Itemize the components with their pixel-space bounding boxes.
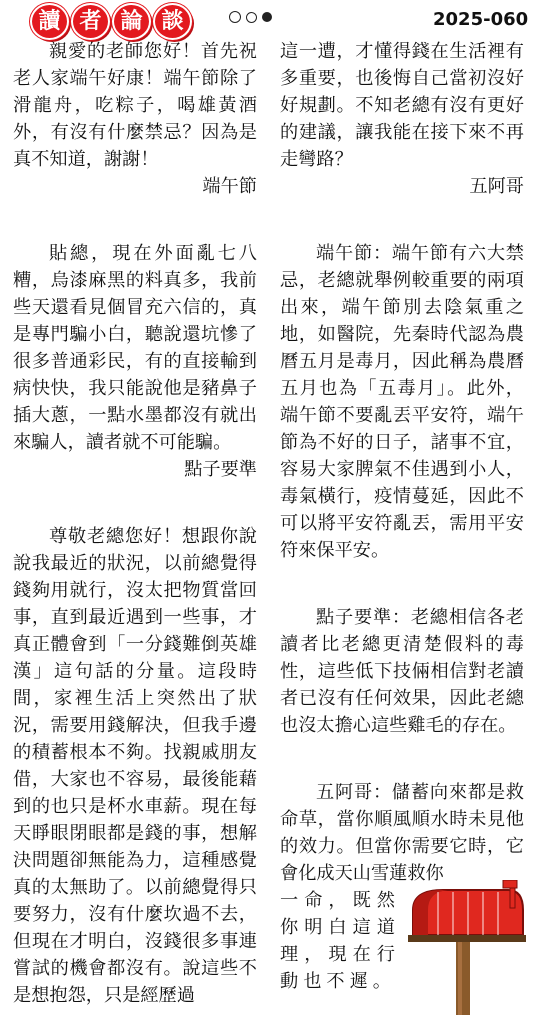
- issue-number: 2025-060: [433, 9, 529, 30]
- filled-circle-icon: [262, 12, 272, 22]
- logo-char: 讀: [30, 3, 69, 40]
- logo-char: 談: [153, 3, 192, 40]
- header: [0, 0, 539, 38]
- signature: 五阿哥: [469, 176, 524, 197]
- letter-paragraph: 貼總，現在外面亂七八糟，烏漆麻黑的料真多，我前些天還看見個冒充六信的，真是專門騙小白，聽說還坑慘了很多普通彩民，有的直接輸到病快快，我只能說他是豬鼻子插大蔥，一點水墨都沒有就出來騙人，讀者就不可能騙。: [13, 243, 257, 453]
- reply-paragraph: 五阿哥：儲蓄向來都是救命草，當你順風順水時未見他的效力。但當你需要它時，它會化成天山雪蓮救你: [280, 782, 524, 884]
- logo-char: 者: [71, 3, 110, 40]
- reply-paragraph: 端午節：端午節有六大禁忌，老總就舉例較重要的兩項出來，端午節別去陰氣重之地，如醫院，先秦時代認為農曆五月是毒月，因此稱為農曆五月也為「五毒月」。此外，端午節不要亂丟平安符，端午節為不好的日子，諸事不宜，容易大家脾氣不佳遇到小人，毒氣橫行，疫情蔓延，因此不可以將平安符亂丟，需用平安符來保平安。: [280, 243, 524, 561]
- decorative-dots: [229, 11, 277, 23]
- signature: 點子要準: [184, 459, 257, 480]
- right-column: [280, 38, 524, 995]
- letter-paragraph: 親愛的老師您好！首先祝老人家端午好康！端午節除了滑龍舟，吃粽子，喝雄黃酒外，有沒有什麼禁忌？因為是真不知道，謝謝！: [13, 41, 257, 170]
- reply-paragraph: 一命，既然你明白這道理，現在行動也不遲。: [280, 890, 400, 992]
- circle-icon: [229, 11, 241, 23]
- mailbox-illustration: [398, 880, 528, 1015]
- letter-paragraph: 尊敬老總您好！想跟你說說我最近的狀況，以前總覺得錢夠用就行，沒太把物質當回事，直到最近遇到一些事，才真正體會到「一分錢難倒英雄漢」這句話的分量。這段時間，家裡生活上突然出了狀況，需要用錢解決，但我手邊的積蓄根本不夠。找親戚朋友借，大家也不容易，最後能藉到的也只是杯水車薪。現在每天睜眼閉眼都是錢的事，想解決問題卻無能為力，這種感覺真的太無助了。以前總覺得只要努力，沒有什麼坎過不去，但現在才明白，沒錢很多事連嘗試的機會都沒有。說這些不是想抱怨，只是經歷過: [13, 526, 257, 1006]
- reply-paragraph: 點子要準：老總相信各老讀者比老總更清楚假料的毒性，這些低下技倆相信對老讀者已沒有任何效果，因此老總也沒太擔心這些雞毛的存在。: [280, 607, 524, 736]
- circle-icon: [246, 12, 257, 23]
- left-column: [13, 38, 257, 1009]
- logo-char: 論: [112, 3, 151, 40]
- letter-paragraph: 這一遭，才懂得錢在生活裡有多重要，也後悔自己當初沒好好規劃。不知老總有沒有更好的建議，讓我能在接下來不再走彎路？: [280, 41, 524, 170]
- signature: 端午節: [202, 176, 257, 197]
- column-logo: [30, 3, 194, 37]
